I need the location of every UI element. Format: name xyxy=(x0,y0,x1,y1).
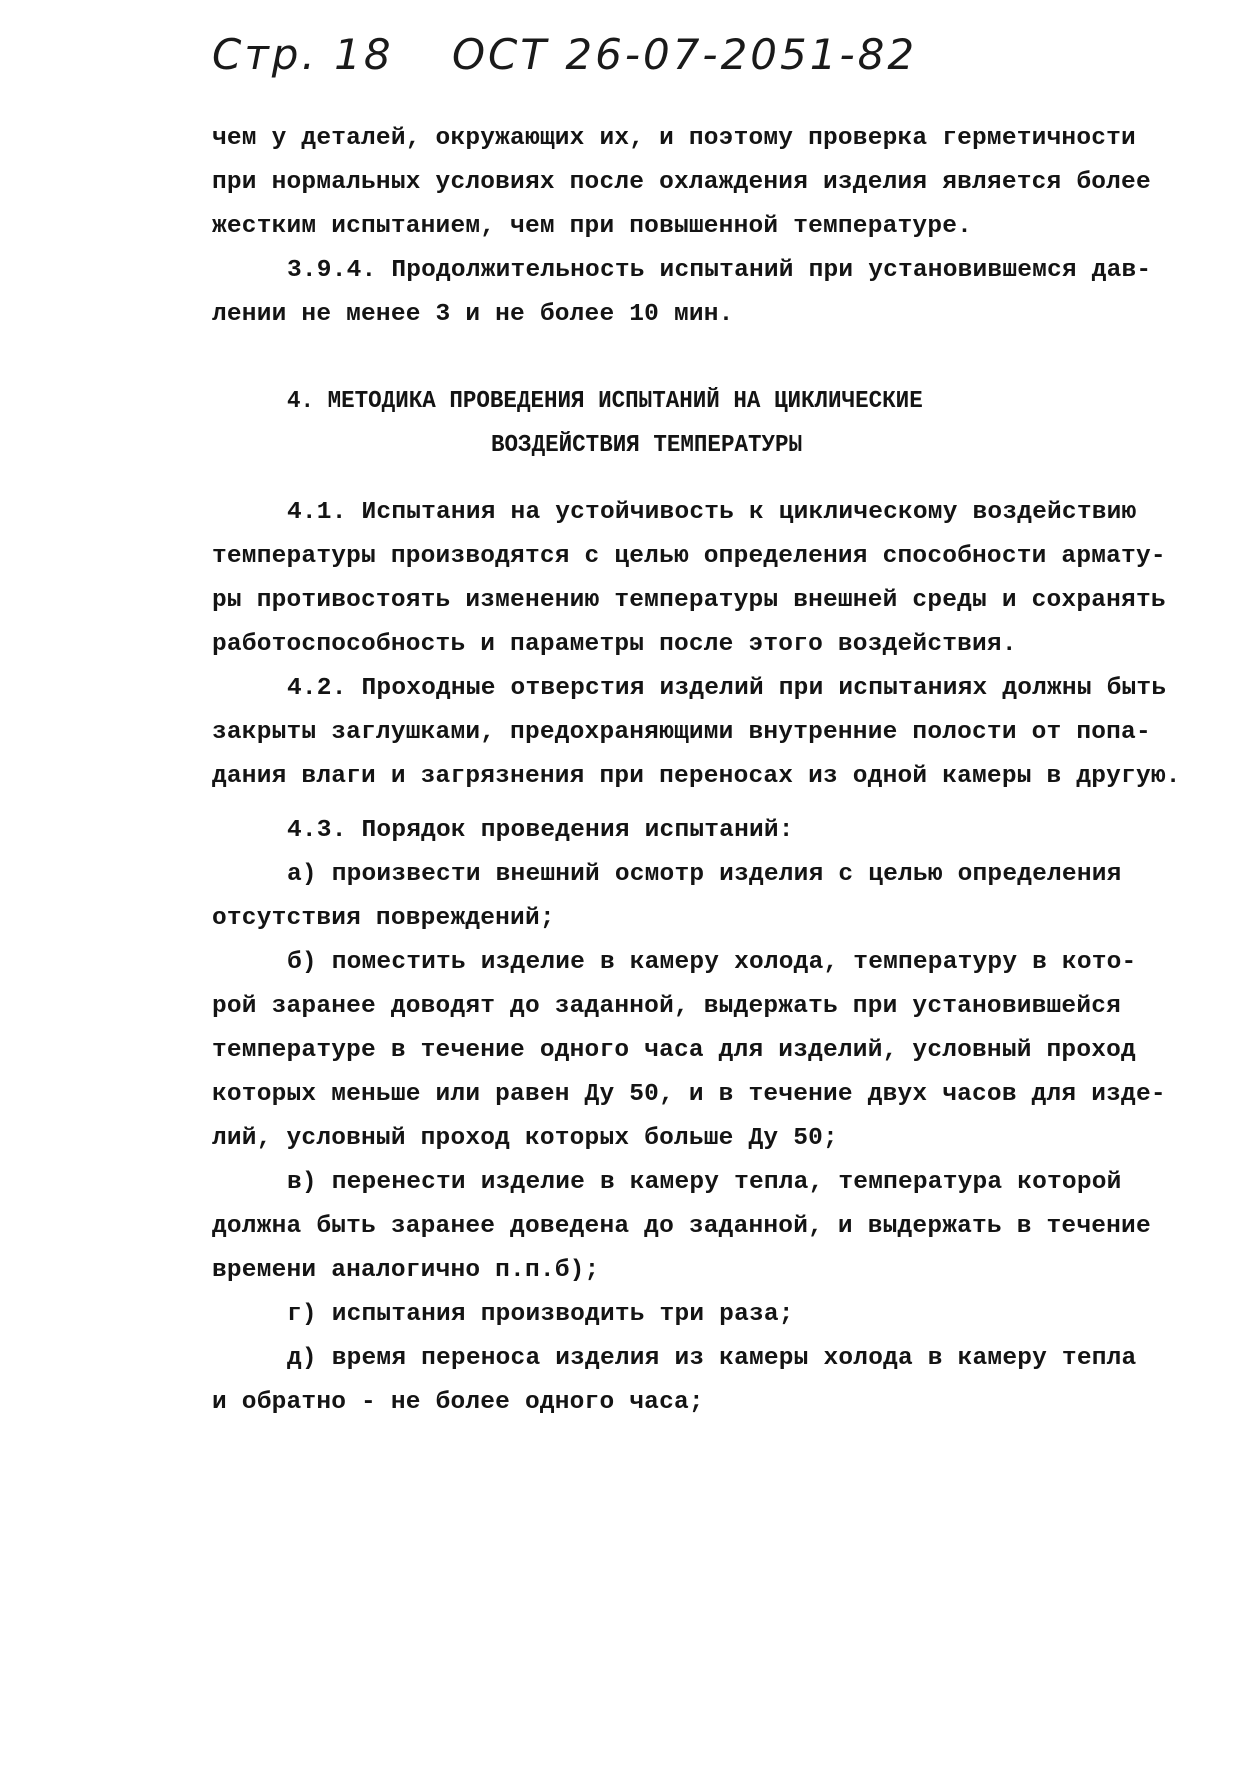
text-line: ры противостоять изменению температуры внешней среды и сохранять xyxy=(212,587,1166,614)
page-number: Стр. 18 xyxy=(212,30,394,79)
text-line: рой заранее доводят до заданной, выдержать при установившейся xyxy=(212,993,1122,1020)
text-line: г) испытания производить три раза; xyxy=(287,1301,794,1328)
text-line: б) поместить изделие в камеру холода, температуру в кото- xyxy=(287,949,1137,976)
text-line: лении не менее 3 и не более 10 мин. xyxy=(212,301,734,328)
text-line: 4.2. Проходные отверстия изделий при испытаниях должны быть xyxy=(287,675,1167,702)
text-line: и обратно - не более одного часа; xyxy=(212,1389,704,1416)
section-title: 4. МЕТОДИКА ПРОВЕДЕНИЯ ИСПЫТАНИЙ НА ЦИКЛИЧЕСКИЕ xyxy=(287,388,923,415)
text-line: в) перенести изделие в камеру тепла, температура которой xyxy=(287,1169,1122,1196)
text-line: 3.9.4. Продолжительность испытаний при установившемся дав- xyxy=(287,257,1152,284)
text-line: при нормальных условиях после охлаждения изделия является более xyxy=(212,169,1151,196)
text-line: которых меньше или равен Ду 50, и в течение двух часов для изде- xyxy=(212,1081,1166,1108)
text-line: отсутствия повреждений; xyxy=(212,905,555,932)
text-line: дания влаги и загрязнения при переносах из одной камеры в другую. xyxy=(212,763,1181,790)
text-line: закрыты заглушками, предохраняющими внутренние полости от попа- xyxy=(212,719,1151,746)
text-line: температуры производятся с целью определения способности армату- xyxy=(212,543,1166,570)
text-line: жестким испытанием, чем при повышенной температуре. xyxy=(212,213,973,240)
text-line: а) произвести внешний осмотр изделия с целью определения xyxy=(287,861,1122,888)
text-line: чем у деталей, окружающих их, и поэтому проверка герметичности xyxy=(212,125,1136,152)
text-line: времени аналогично п.п.б); xyxy=(212,1257,600,1284)
document-code: ОСТ 26-07-2051-82 xyxy=(452,30,918,79)
text-line: лий, условный проход которых больше Ду 50; xyxy=(212,1125,838,1152)
text-line: должна быть заранее доведена до заданной, и выдержать в течение xyxy=(212,1213,1151,1240)
text-line: 4.1. Испытания на устойчивость к циклическому воздействию xyxy=(287,499,1137,526)
text-line: д) время переноса изделия из камеры холода в камеру тепла xyxy=(287,1345,1137,1372)
section-title: ВОЗДЕЙСТВИЯ ТЕМПЕРАТУРЫ xyxy=(491,432,803,459)
text-line: температуре в течение одного часа для изделий, условный проход xyxy=(212,1037,1136,1064)
text-line: работоспособность и параметры после этого воздействия. xyxy=(212,631,1017,658)
text-line: 4.3. Порядок проведения испытаний: xyxy=(287,817,794,844)
